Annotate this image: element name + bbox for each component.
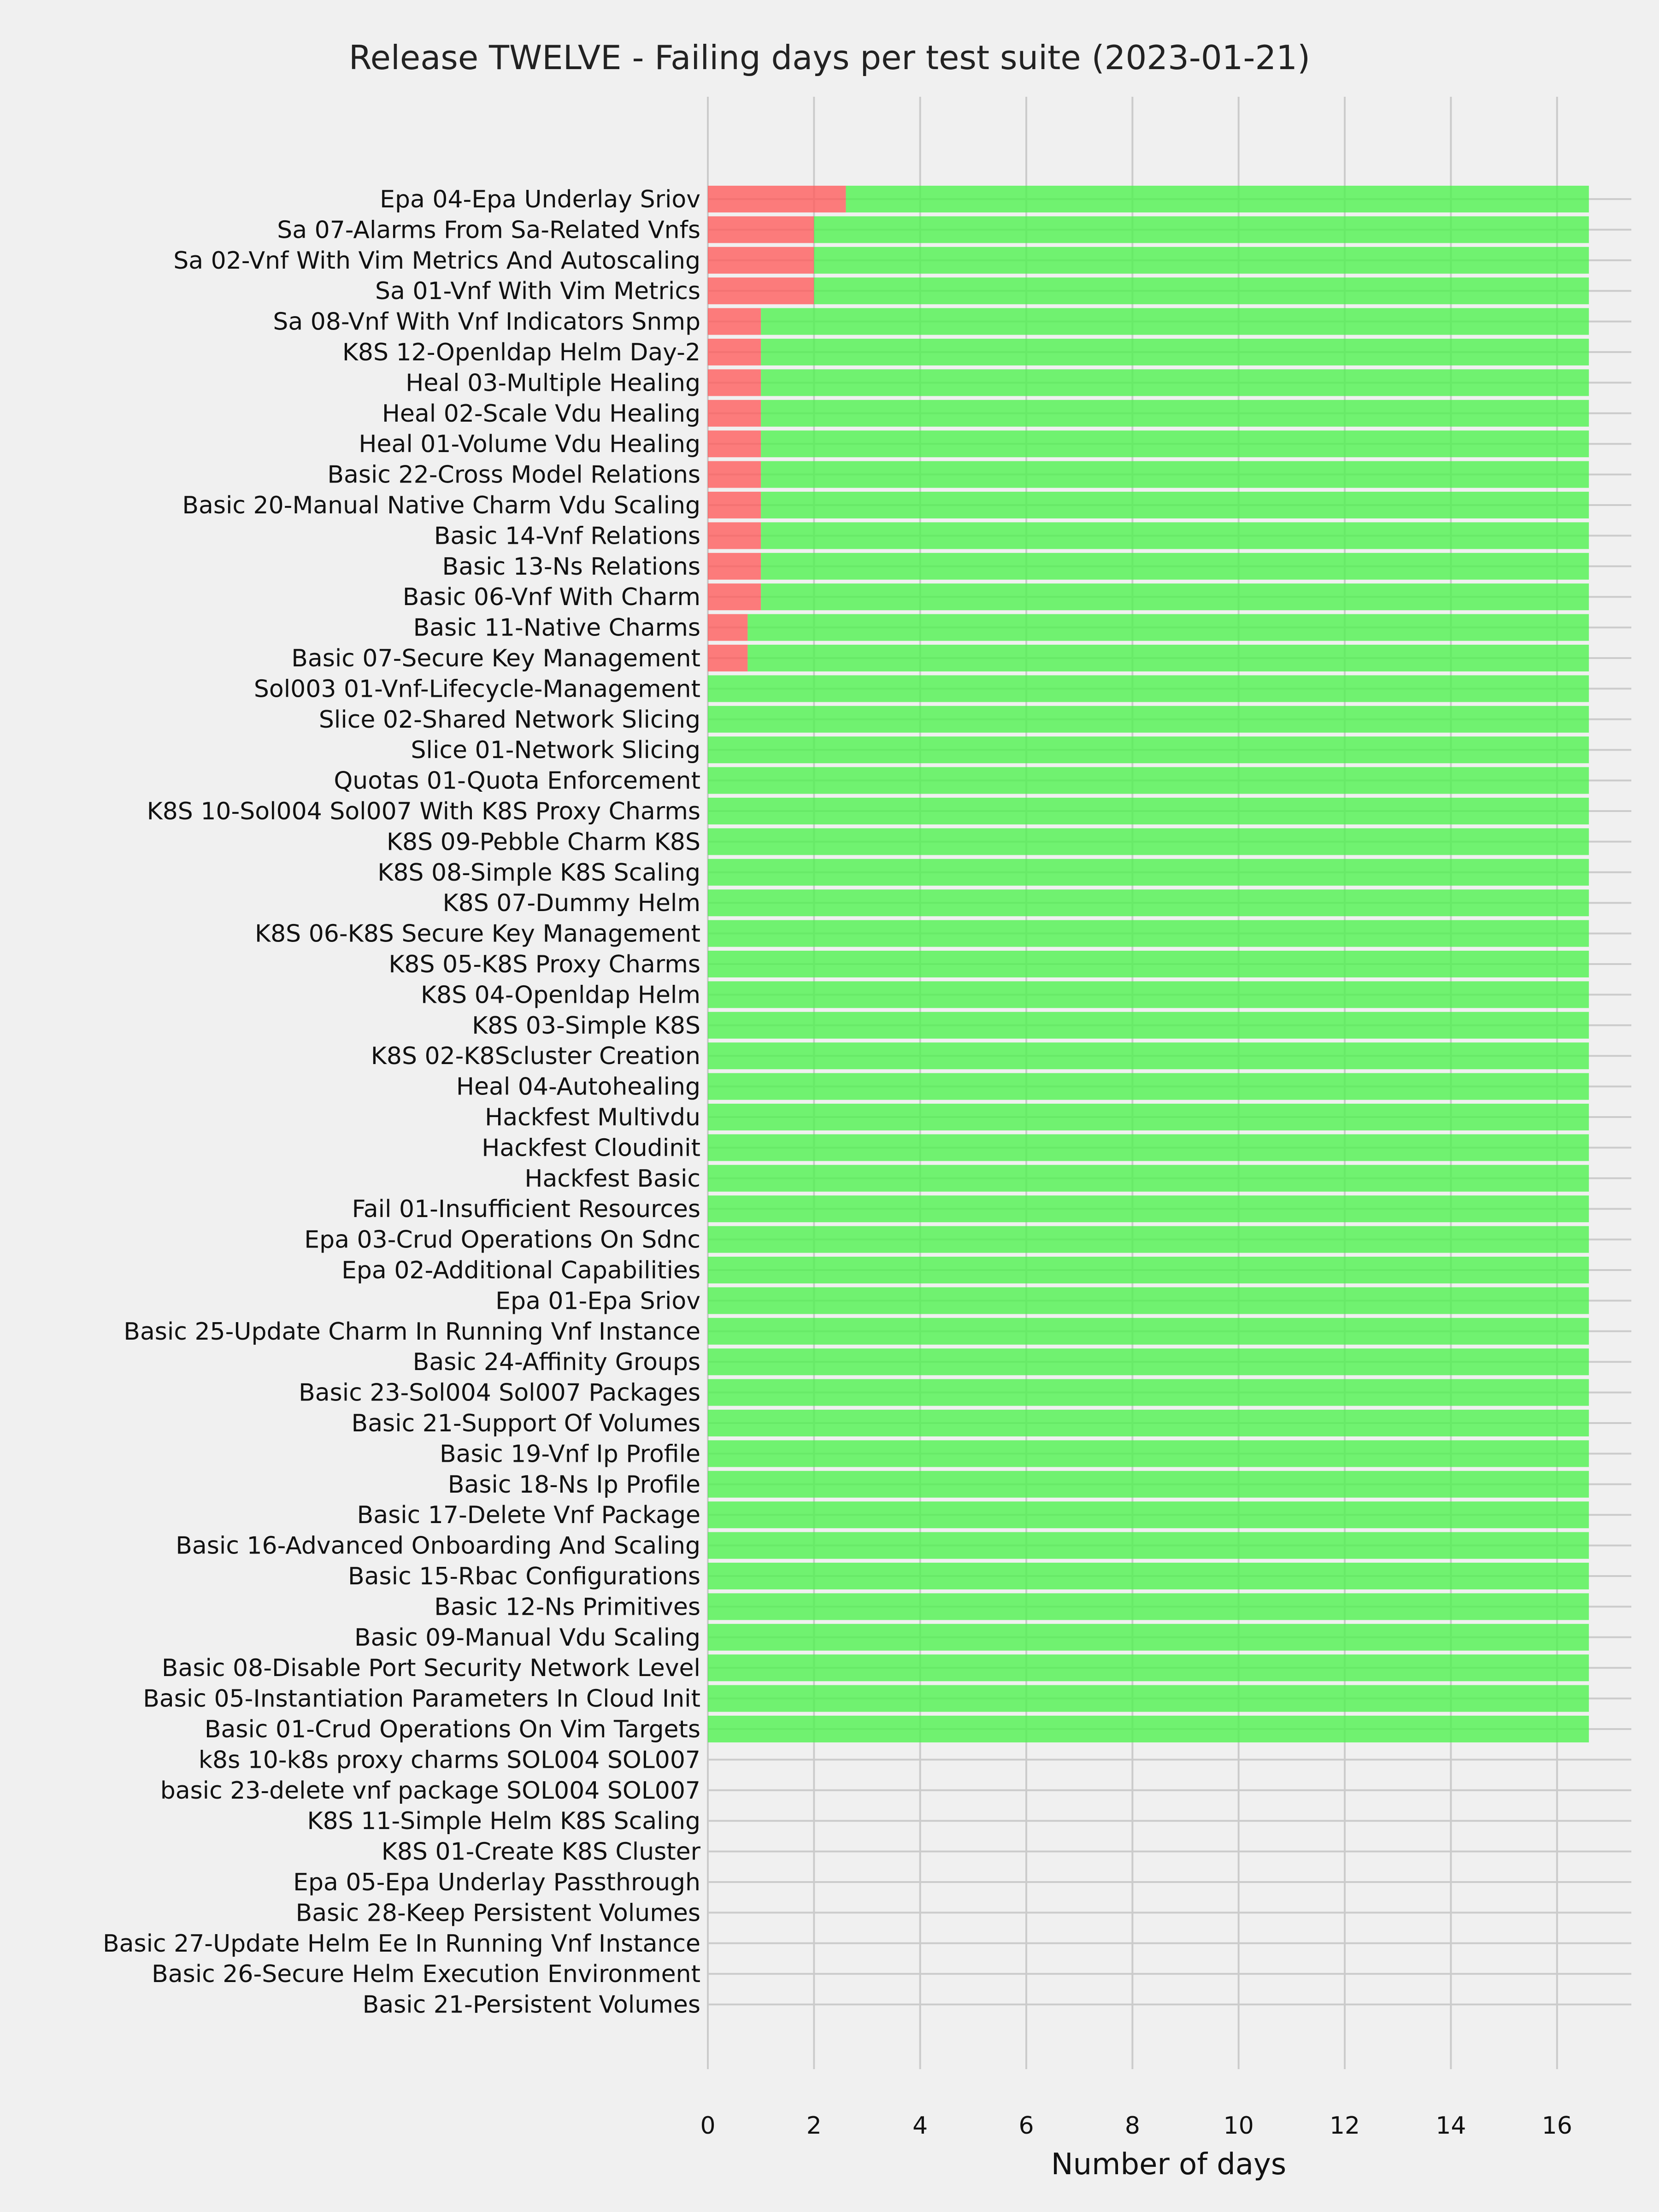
y-tick-label: Quotas 01-Quota Enforcement (334, 767, 700, 795)
bar-passing-days (708, 1257, 1589, 1283)
y-tick-label: Basic 17-Delete Vnf Package (357, 1501, 700, 1530)
bar-passing-days (708, 981, 1589, 1008)
y-tick-label: K8S 02-K8Scluster Creation (371, 1042, 700, 1071)
bar-failing-days (708, 614, 747, 641)
y-tick-label: Hackfest Cloudinit (482, 1134, 700, 1162)
y-tick-label: Epa 05-Epa Underlay Passthrough (293, 1869, 700, 1896)
bar-failing-days (708, 522, 761, 549)
bar-passing-days (708, 736, 1589, 763)
bar-failing-days (708, 400, 761, 427)
y-tick-label: K8S 09-Pebble Charm K8S (386, 828, 700, 856)
bar-passing-days (708, 675, 1589, 702)
y-tick-label: Heal 01-Volume Vdu Healing (359, 430, 700, 459)
bar-failing-days (708, 645, 747, 671)
bar-passing-days (708, 1195, 1589, 1222)
y-tick-label: Fail 01-Insufficient Resources (352, 1195, 700, 1224)
y-tick-label: Basic 25-Update Charm In Running Vnf Instance (124, 1318, 700, 1346)
bar-passing-days (708, 1134, 1589, 1161)
bar-passing-days (708, 1440, 1589, 1467)
y-tick-label: K8S 06-K8S Secure Key Management (254, 920, 700, 948)
bar-passing-days (761, 583, 1589, 610)
x-tick-label: 12 (1329, 2112, 1360, 2140)
bar-passing-days (814, 277, 1589, 304)
bar-failing-days (708, 308, 761, 335)
y-tick-label: Epa 03-Crud Operations On Sdnc (304, 1226, 700, 1254)
bar-passing-days (814, 216, 1589, 243)
y-tick-label: Basic 18-Ns Ip Profile (447, 1471, 700, 1499)
x-tick-label: 14 (1435, 2112, 1466, 2140)
x-tick-label: 10 (1223, 2112, 1254, 2140)
bar-passing-days (708, 828, 1589, 855)
y-tick-label: Basic 16-Advanced Onboarding And Scaling (176, 1532, 700, 1560)
y-tick-label: K8S 04-Openldap Helm (420, 981, 700, 1009)
y-tick-label: Hackfest Multivdu (485, 1104, 700, 1131)
bar-passing-days (708, 1624, 1589, 1651)
bar-passing-days (708, 1042, 1589, 1069)
x-tick-label: 2 (806, 2112, 822, 2140)
bar-passing-days (708, 1073, 1589, 1100)
y-tick-label: Basic 05-Instantiation Parameters In Cloud Init (143, 1685, 700, 1713)
bar-passing-days (708, 1716, 1589, 1742)
y-tick-label: Basic 21-Persistent Volumes (362, 1991, 700, 2019)
y-tick-label: Basic 13-Ns Relations (442, 553, 700, 581)
x-tick-label: 0 (700, 2112, 716, 2140)
y-tick-label: K8S 01-Create K8S Cluster (381, 1838, 700, 1866)
bar-passing-days (708, 1012, 1589, 1039)
y-tick-label: K8S 05-K8S Proxy Charms (388, 951, 700, 978)
bar-passing-days (761, 339, 1589, 365)
y-tick-label: Basic 07-Secure Key Management (291, 645, 700, 672)
bar-passing-days (708, 706, 1589, 733)
x-tick-label: 6 (1018, 2112, 1034, 2140)
y-tick-label: Basic 14-Vnf Relations (434, 522, 700, 550)
bar-failing-days (708, 492, 761, 518)
y-tick-label: Hackfest Basic (524, 1165, 700, 1193)
bar-passing-days (747, 614, 1588, 641)
y-tick-label: K8S 12-Openldap Helm Day-2 (342, 339, 700, 366)
y-tick-label: K8S 07-Dummy Helm (442, 889, 700, 918)
bar-failing-days (708, 369, 761, 396)
bar-failing-days (708, 216, 814, 243)
bar-passing-days (708, 889, 1589, 916)
y-tick-label: Basic 12-Ns Primitives (434, 1593, 700, 1621)
y-tick-label: Slice 02-Shared Network Slicing (318, 706, 700, 734)
y-tick-label: Basic 28-Keep Persistent Volumes (295, 1899, 700, 1927)
x-axis-label: Number of days (1051, 2147, 1287, 2182)
y-tick-label: Basic 21-Support Of Volumes (351, 1410, 700, 1437)
x-tick-label: 16 (1541, 2112, 1572, 2140)
bar-failing-days (708, 277, 814, 304)
bar-passing-days (761, 492, 1589, 518)
bar-failing-days (708, 430, 761, 457)
bar-passing-days (708, 1563, 1589, 1589)
bar-passing-days (708, 1348, 1589, 1375)
x-tick-label: 8 (1124, 2112, 1140, 2140)
bar-passing-days (708, 1654, 1589, 1681)
y-tick-label: K8S 11-Simple Helm K8S Scaling (307, 1807, 700, 1835)
y-tick-label: Basic 19-Vnf Ip Profile (439, 1440, 700, 1468)
y-tick-label: Basic 23-Sol004 Sol007 Packages (299, 1379, 700, 1407)
bar-passing-days (708, 951, 1589, 977)
bar-passing-days (708, 1593, 1589, 1620)
y-tick-label: Slice 01-Network Slicing (411, 736, 700, 765)
bar-passing-days (761, 400, 1589, 427)
bar-passing-days (761, 308, 1589, 335)
y-tick-label: Basic 24-Affinity Groups (412, 1348, 700, 1377)
bar-failing-days (708, 247, 814, 274)
y-tick-label: Sa 01-Vnf With Vim Metrics (375, 277, 700, 306)
y-tick-label: Epa 02-Additional Capabilities (341, 1257, 700, 1284)
y-tick-label: Basic 20-Manual Native Charm Vdu Scaling (182, 492, 700, 519)
bar-passing-days (708, 1379, 1589, 1406)
y-tick-label: Sa 07-Alarms From Sa-Related Vnfs (277, 216, 700, 244)
bar-passing-days (708, 859, 1589, 886)
bar-failing-days (708, 583, 761, 610)
bar-passing-days (761, 553, 1589, 580)
bars (708, 186, 1589, 1742)
bar-passing-days (761, 461, 1589, 488)
bar-passing-days (846, 186, 1588, 212)
bar-failing-days (708, 553, 761, 580)
bar-passing-days (747, 645, 1588, 671)
bar-passing-days (708, 1165, 1589, 1192)
bar-passing-days (708, 798, 1589, 824)
y-tick-label: Sa 08-Vnf With Vnf Indicators Snmp (273, 308, 700, 336)
y-tick-label: Heal 03-Multiple Healing (406, 369, 700, 397)
bar-passing-days (708, 1226, 1589, 1253)
bar-passing-days (708, 1532, 1589, 1559)
y-tick-label: Basic 11-Native Charms (413, 614, 700, 642)
bar-passing-days (761, 522, 1589, 549)
bar-passing-days (708, 1501, 1589, 1528)
bar-passing-days (708, 920, 1589, 947)
bar-passing-days (708, 1471, 1589, 1498)
y-tick-label: basic 23-delete vnf package SOL004 SOL007 (160, 1777, 700, 1805)
y-tick-label: Basic 27-Update Helm Ee In Running Vnf Instance (102, 1930, 700, 1958)
y-tick-label: Epa 01-Epa Sriov (495, 1287, 700, 1315)
bar-failing-days (708, 461, 761, 488)
y-tick-label: Basic 22-Cross Model Relations (327, 461, 700, 489)
bar-passing-days (814, 247, 1589, 274)
y-tick-label: Epa 04-Epa Underlay Sriov (380, 186, 700, 213)
y-tick-label: Basic 01-Crud Operations On Vim Targets (204, 1716, 700, 1743)
y-tick-label: Basic 15-Rbac Configurations (348, 1563, 700, 1590)
bar-passing-days (708, 767, 1589, 794)
y-tick-label: Basic 08-Disable Port Security Network Level (161, 1654, 700, 1683)
y-tick-label: Sa 02-Vnf With Vim Metrics And Autoscaling (173, 247, 700, 275)
bar-passing-days (761, 369, 1589, 396)
bar-passing-days (708, 1318, 1589, 1345)
y-tick-label: k8s 10-k8s proxy charms SOL004 SOL007 (198, 1746, 700, 1774)
bar-passing-days (761, 430, 1589, 457)
y-tick-label: Sol003 01-Vnf-Lifecycle-Management (253, 675, 700, 703)
y-tick-label: K8S 10-Sol004 Sol007 With K8S Proxy Charms (147, 798, 700, 825)
y-tick-label: Heal 02-Scale Vdu Healing (382, 400, 700, 428)
bar-passing-days (708, 1104, 1589, 1130)
y-tick-label: Basic 06-Vnf With Charm (402, 583, 700, 612)
bar-passing-days (708, 1685, 1589, 1712)
y-tick-label: K8S 03-Simple K8S (472, 1012, 700, 1040)
chart-title: Release TWELVE - Failing days per test suite (2023-01-21) (348, 38, 1311, 77)
bar-failing-days (708, 186, 846, 212)
bar-failing-days (708, 339, 761, 365)
y-tick-label: Basic 09-Manual Vdu Scaling (354, 1624, 700, 1652)
y-tick-label: Heal 04-Autohealing (456, 1073, 700, 1101)
bar-passing-days (708, 1410, 1589, 1436)
bar-passing-days (708, 1287, 1589, 1314)
y-tick-label: K8S 08-Simple K8S Scaling (377, 859, 700, 887)
y-tick-label: Basic 26-Secure Helm Execution Environment (152, 1960, 700, 1988)
x-tick-label: 4 (912, 2112, 928, 2140)
